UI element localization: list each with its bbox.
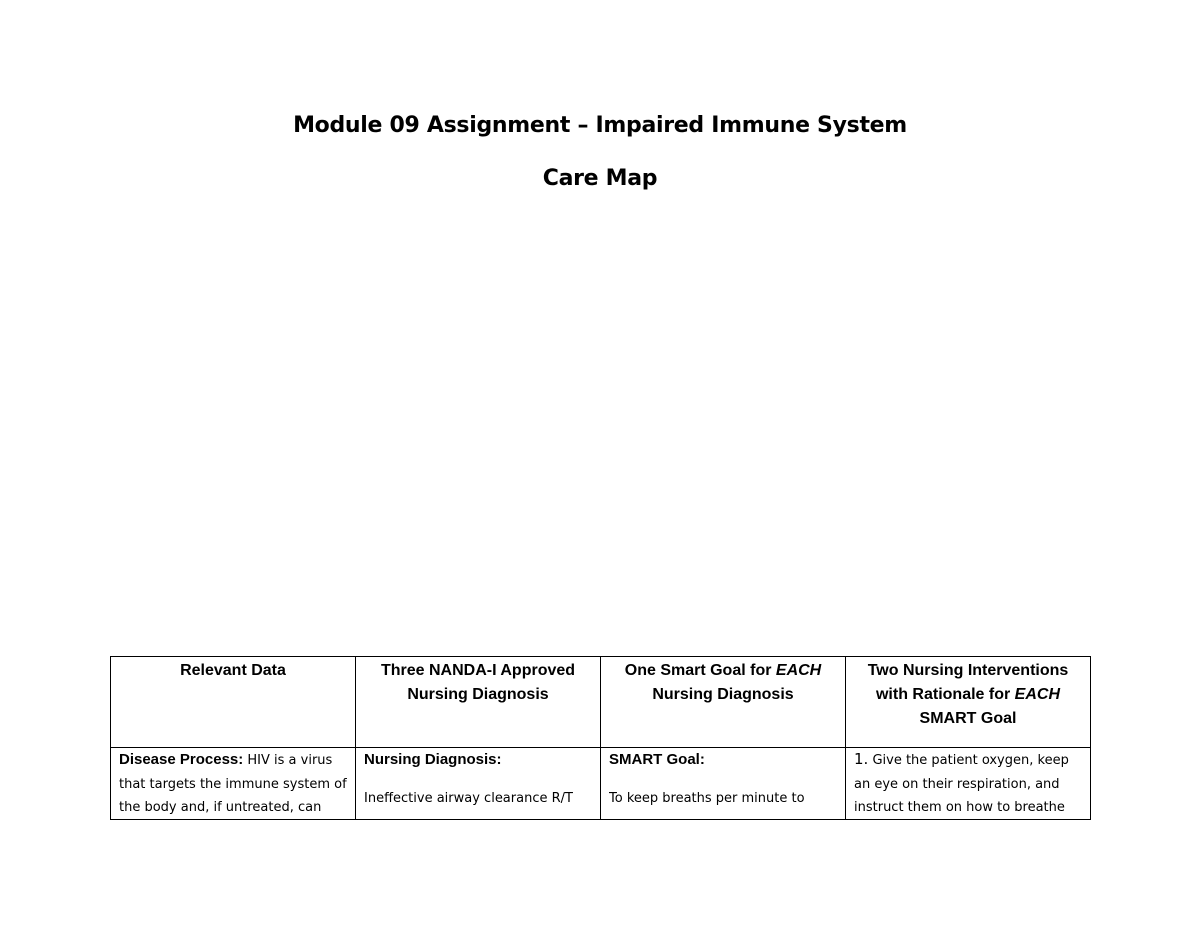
smart-goal-text: To keep breaths per minute to	[609, 790, 805, 806]
cell-nursing-diagnosis	[356, 748, 601, 820]
cell-relevant-data	[111, 748, 356, 820]
document-subtitle: Care Map	[542, 166, 658, 191]
table-row	[111, 748, 1091, 820]
document-title: Module 09 Assignment – Impaired Immune System	[293, 113, 907, 138]
cell-smart-goal	[601, 748, 846, 820]
header-nursing-interventions: Two Nursing Interventions with Rationale for EACH SMART Goal	[846, 657, 1091, 748]
header-relevant-data: Relevant Data	[111, 657, 356, 748]
disease-process-label: Disease Process:	[119, 751, 244, 768]
intervention-text: Give the patient oxygen, keep an eye on their respiration, and instruct them on how to breathe	[854, 753, 1069, 815]
nursing-diagnosis-text: Ineffective airway clearance R/T	[364, 790, 573, 806]
care-map-table	[110, 656, 1091, 820]
smart-goal-label: SMART Goal:	[609, 751, 705, 768]
header-nanda-diagnosis: Three NANDA-I Approved Nursing Diagnosis	[356, 657, 601, 748]
table-header-row	[111, 657, 1091, 748]
header-smart-goal: One Smart Goal for EACH Nursing Diagnosis	[601, 657, 846, 748]
disease-process-text: HIV is a virus that targets the immune system of the body and, if untreated, can	[119, 753, 347, 815]
intervention-number: 1.	[854, 750, 869, 768]
cell-nursing-interventions	[846, 748, 1091, 820]
nursing-diagnosis-label: Nursing Diagnosis:	[364, 751, 502, 768]
